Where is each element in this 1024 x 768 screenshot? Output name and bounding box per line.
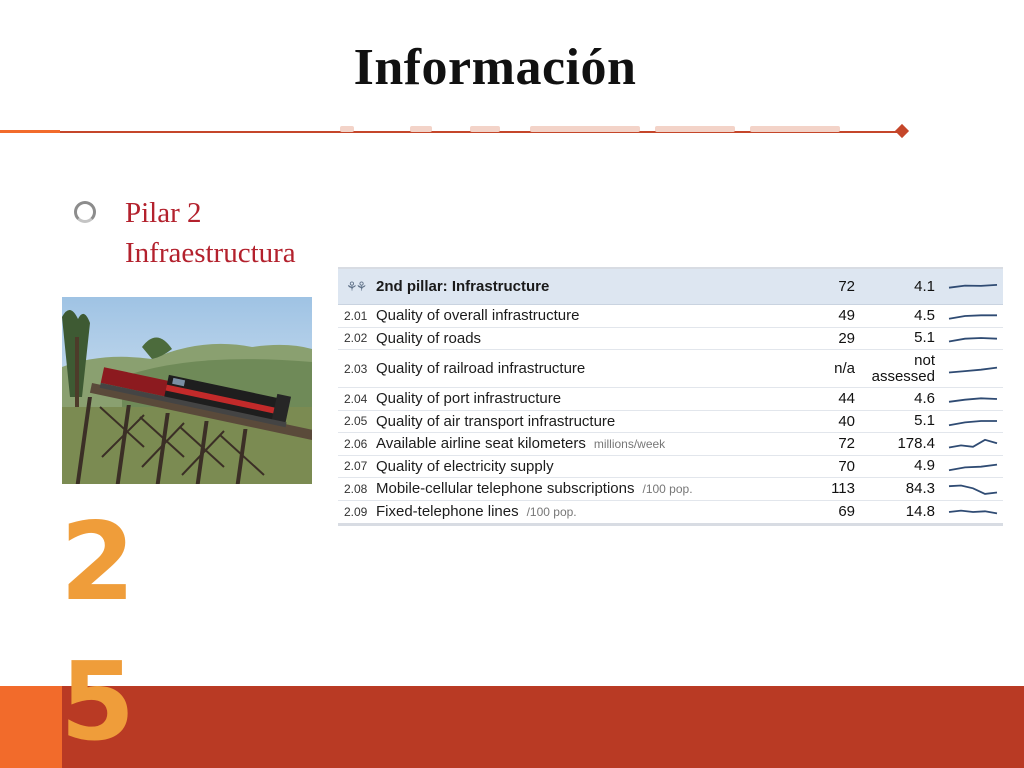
row-label-text: Quality of air transport infrastructure: [376, 412, 616, 430]
row-sparkline: [941, 412, 1003, 430]
table-row: [338, 350, 1003, 388]
row-score: 5.1: [914, 329, 935, 347]
table-row: [338, 305, 1003, 328]
row-label: [376, 435, 793, 452]
bullet-line-infrastructure: Infraestructura: [125, 237, 296, 269]
row-unit: millions/week: [593, 437, 666, 452]
row-label: [376, 390, 793, 407]
row-sparkline: [941, 457, 1003, 475]
slide-title: Información: [353, 39, 637, 96]
row-code: 2.09: [344, 504, 368, 519]
pillar-icon: ⚘⚘: [346, 278, 366, 294]
row-rank: 40: [838, 412, 855, 430]
row-code: 2.07: [344, 459, 368, 474]
row-sparkline: [941, 329, 1003, 347]
header-label: 2nd pillar: Infrastructure: [376, 278, 550, 295]
row-label: [376, 307, 793, 324]
sparkline-trend: [949, 338, 997, 342]
row-code: 2.03: [344, 361, 368, 376]
row-score: not assessed: [871, 351, 935, 385]
row-label-text: Available airline seat kilometers: [376, 435, 586, 453]
slide-number-digit-5: 5: [60, 640, 136, 765]
header-score: 4.1: [914, 277, 935, 295]
table-row: [338, 411, 1003, 434]
footer-band: [0, 686, 1024, 768]
row-rank: 29: [838, 329, 855, 347]
row-code: 2.04: [344, 391, 368, 406]
row-label-text: Fixed-telephone lines: [376, 503, 519, 521]
row-sparkline: [941, 307, 1003, 325]
bullet-text: [125, 193, 296, 273]
sparkline-trend: [949, 421, 997, 425]
table-row: [338, 478, 1003, 501]
row-sparkline: [941, 360, 1003, 378]
row-label: [376, 503, 793, 520]
table-row: [338, 456, 1003, 479]
title-diamond-ornament: [895, 124, 909, 138]
header-sparkline: [941, 278, 1003, 296]
sparkline-trend: [949, 284, 997, 287]
train-bridge-photo: [62, 297, 312, 484]
table-row: [338, 501, 1003, 524]
row-sparkline: [941, 390, 1003, 408]
sparkline-trend: [949, 398, 997, 402]
row-label-text: Quality of port infrastructure: [376, 390, 562, 408]
row-label: [376, 480, 793, 497]
sparkline-trend: [949, 440, 997, 448]
row-score: 5.1: [914, 412, 935, 430]
row-score: 178.4: [897, 434, 935, 452]
bullet-line-pillar: Pilar 2: [125, 197, 202, 229]
sparkline-trend: [949, 510, 997, 513]
row-label: [376, 330, 793, 347]
row-label: [376, 360, 793, 377]
row-rank: 70: [838, 457, 855, 475]
table-row: [338, 433, 1003, 456]
header-rank: 72: [838, 278, 855, 295]
slide-number-digit-2: 2: [60, 500, 136, 625]
row-rank: 113: [831, 480, 855, 498]
row-score: 84.3: [905, 479, 935, 497]
row-rank: n/a: [834, 360, 855, 377]
row-rank: 49: [838, 307, 855, 325]
row-label: [376, 458, 793, 475]
row-sparkline: [941, 503, 1003, 521]
bullet-ring-icon: [74, 201, 96, 223]
infrastructure-table: [338, 267, 1003, 526]
row-code: 2.05: [344, 414, 368, 429]
row-rank: 69: [838, 503, 855, 521]
row-code: 2.06: [344, 436, 368, 451]
row-score: 14.8: [905, 502, 935, 520]
row-rank: 72: [838, 435, 855, 453]
row-label-text: Quality of railroad infrastructure: [376, 360, 586, 377]
row-label-text: Quality of electricity supply: [376, 457, 554, 475]
sparkline-trend: [949, 367, 997, 372]
footer-accent: [0, 686, 62, 768]
row-sparkline: [941, 480, 1003, 498]
row-code: 2.02: [344, 331, 368, 346]
row-label-text: Quality of overall infrastructure: [376, 307, 580, 325]
row-sparkline: [941, 435, 1003, 453]
table-row: [338, 328, 1003, 351]
row-label-text: Quality of roads: [376, 329, 482, 347]
row-score: 4.6: [914, 389, 935, 407]
row-label-text: Mobile-cellular telephone subscriptions: [376, 480, 635, 498]
sparkline-trend: [949, 485, 997, 493]
title-underline-accent: [0, 130, 60, 133]
row-label: [376, 413, 793, 430]
table-row: [338, 388, 1003, 411]
sparkline-trend: [949, 465, 997, 471]
sparkline-trend: [949, 315, 997, 319]
row-unit: /100 pop.: [642, 482, 693, 497]
row-score: 4.5: [914, 306, 935, 324]
row-code: 2.08: [344, 481, 368, 496]
row-score: 4.9: [914, 457, 935, 475]
faded-text-strip: [340, 126, 860, 136]
table-header-row: [338, 269, 1003, 305]
row-code: 2.01: [344, 308, 368, 323]
row-unit: /100 pop.: [526, 505, 577, 520]
row-rank: 44: [838, 390, 855, 408]
